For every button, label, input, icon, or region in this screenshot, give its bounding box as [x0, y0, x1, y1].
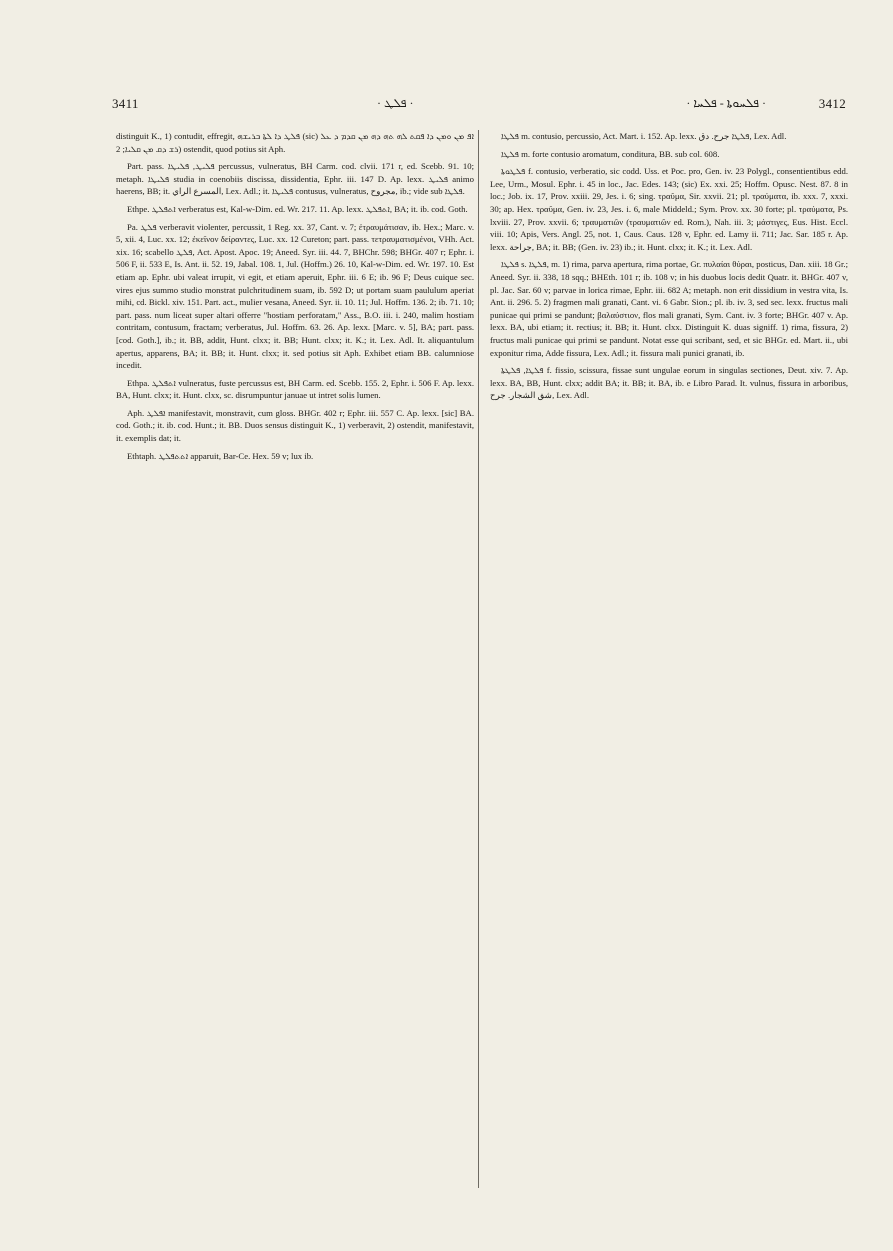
column-divider: [478, 130, 479, 1188]
entry-paragraph: Part. pass. ܦܠܝܛ, ܦܠܝܛܐ percussus, vulneratus, BH Carm. cod. clvii. 171 r, ed. Scebb. 91. 10; metaph. ܦܠܝܛܐ studia in coenobiis discissa, dissidentia, Ephr. iii. 147 D. Ap. lexx. ܦܠܝܛ animo haerens, BB; it. المسرع الراي, Lex. Adl.; it. ܦܠܝܛܐ contusus, vulneratus, مجروح, ib.; vide sub ܦܠܛܐ.: [116, 161, 474, 197]
entry-paragraph: ܦܠܛܐ, ܦܠܛܬܐ f. fissio, scissura, fissae sunt ungulae eorum in singulas sectiones, Deut. xiv. 7. Ap. lexx. BA, BB, Hunt. clxx; addit BA; it. BB; it. BA, ib. e Libro Parad. It. vulnus, fissura in arboribus, شق الشجار. جرح, Lex. Adl.: [490, 365, 848, 401]
entry-paragraph: Pa. ܦܠܛ verberavit violenter, percussit, 1 Reg. xx. 37, Cant. v. 7; ἐτραυμάτισαν, ib. Hex.; Marc. v. 5, xii. 4, Luc. xx. 12; ἐκεῖνον δείραντες, Luc. xx. 12 Cureton; part. pass. τετραυματισμένοι, VHh. Act. xix. 16; scabello ܦܠܛ, Act. Apost. Apoc. 19; Aneed. Syr. iii. 44. 7, BHChr. 598; BHGr. 407 r; Ephr. i. 506 F, ii. 533 E, Is. Ant. ii. 52. 19, Jabal. 108. 1, Jul. (Hoffm.) 26. 10, Kal-w-Dim. ed. Wr. 197. 10. Est etiam ap. Ephr. ubi valeat irrupit, vi egit, et etiam aperuit, Ephr. iii. 6 E; ib. 96 F; Deus cuique sec. vires ejus summo studio monstrat pulchritudinem suam, ib. 592 D; ut portam suam paululum aperiat mihi, cd. Bickl. xiv. 151. Part. act., mulier vesana, Aneed. Syr. ii. 10. 11; Jul. Hoffm. 136. 2; ib. 71. 10; part. pass. num liceat super altari offerre "hostiam perforatam," Ass., B.O. iii. i. 240, malim hostiam contritam, contusum, fractam; verberatus, Jul. Hoffm. 63. 26. Ap. lexx. [Marc. v. 5], BA; part. pass. [cod. Goth.], ib.; it. BB, addit, Hunt. clxx; it. BB; Hunt. clxx; it. K.; it. Lex. Adl. It. aliquantulum apertus, apparens, BA; it. BB; it. Hunt. clxx; it. sed potius sit Aph. Exhibet etiam BB. calumniose incedit.: [116, 221, 474, 371]
running-head-left: · ܦܠܛ ·: [377, 96, 414, 110]
left-column: [116, 130, 474, 1190]
entry-paragraph: ܦܠܛܐ m. forte contusio aromatum, conditura, BB. sub col. 608.: [501, 148, 720, 159]
right-column: [490, 130, 848, 1190]
entry-paragraph: Ethtaph. ܐܬܬܦܠܛ apparuit, Bar-Ce. Hex. 59 v; lux ib.: [127, 450, 314, 461]
entry-paragraph: distinguit K., 1) contudit, effregit, ܦܠܛ ܕܐ ܠܬܐ ܒܪܝܫܗ (sic) ܐܦ ܡܢ ܘܡܢ ܕܐ ܦܩܬ ܠܗ ܬܗ ܕܗ ܡܢ ܩܕܡ ܕ ܥܠ ܪܫ ܕܩ ܡܢ ܩܠܝܐ; 2) ostendit, quod potius sit Aph.: [116, 131, 474, 154]
page-number-left: 3411: [112, 96, 139, 111]
entry-paragraph: ܦܠܛܐ m. contusio, percussio, Act. Mart. i. 152. Ap. lexx. ܦܠܛܐ جرح. دق, Lex. Adl.: [501, 131, 787, 141]
entry-paragraph: Aph. ܐܦܠܛ manifestavit, monstravit, cum gloss. BHGr. 402 r; Ephr. iii. 557 C. Ap. lexx. [sic] BA. cod. Goth.; it. ib. cod. Hunt.; it. BB. Duos sensus distinguit K., 1) verberavit, 2) ostendit, manifestavit, it. exemplis dat; it.: [116, 407, 474, 444]
entry-paragraph: ܦܠܛܐ s. ܦܠܛܐ, m. 1) rima, parva apertura, rima portae, Gr. πυλαίαι θύραι, posticus, Dan. xiii. 18 Gr.; Aneed. Syr. ii. 338, 18 sqq.; BHEth. 101 r; ib. 108 v; in his duobus locis dedit Quatr. it. BHGr. 407 v, pl. Jac. Sar. 60 v; parvae in lorica rimae, Ephr. iii. 682 A; metaph. non erit dissidium in vestra vita, Is. Ant. ii. 296. 5. 2) fragmen mali granati, Cant. vi. 6 Gabr. Sion.; pl. ib. iv. 3, sed sec. lexx. fructus mali punicae qui primi se pandunt; βαλαύστιον, flos mali granati, Sym. Cant. iv. 3 forte; BHGr. 407 v. Ap. lexx. BA, ubi etiam; it. rectius; it. BB; it. Hunt. clxx. Distinguit K. duas signiff. 1) rima, fissura, 2) fructus mali punicae qui primi se pandunt. Notat esse qui scribant, sed, et sic BHGr. ed. Mart. ii., ubi exponitur rima, Adde fissura, Lex. Adl.; it. fissura mali punici granati, ib.: [490, 259, 848, 358]
entry-paragraph: Ethpa. ܐܬܦܠܛ vulneratus, fuste percussus est, BH Carm. ed. Scebb. 155. 2, Ephr. i. 506 F. Ap. lexx. BA, Hunt. clxx; it. Hunt. clxx, sc. disrumpuntur januae ut intret solis lumen.: [116, 377, 474, 401]
entry-paragraph: Ethpe. ܐܬܦܠܛ verberatus est, Kal-w-Dim. ed. Wr. 217. 11. Ap. lexx. ܐܬܦܠܛ, BA; it. ib. cod. Goth.: [127, 203, 468, 214]
entry-paragraph: ܦܠܛܘܬܐ f. contusio, verberatio, sic codd. Uss. et Poc. pro, Gen. iv. 23 Polygl., consentientibus edd. Lee, Urm., Mosul. Ephr. i. 45 in loc., Jac. Edes. 143; (sic) Ex. xxi. 25; Hoffm. Opusc. Nest. 87. 8 in loc.; Job. ix. 17, Prov. xxiii. 29, Jes. i. 6; sing. τραῦμα, Sir. xxvii. 21; pl. τραύματα, ib. xxx. 7, xxxi. 30; ap. Hex. τραῦμα, Gen. iv. 23, Jes. i. 6, male Middeld.; Sym. Prov. xx. 30 forte; pl. τραύματα, Ps. lxviii. 27, Prov. xxvii. 6; τραυματιῶν (τραυματιῶν ed. Rom.), Nah. iii. 3; μάστιγες, Eus. Hist. Eccl. viii. 10; Apis, Vers. Angl. 25, not. 1, Caus. Caus. 128 v, Ephr. ed. Lamy ii. 711; Jac. Sar. 185 r. Ap. lexx. جراحة, BA; it. BB; (Gen. iv. 23) ib.; it. Hunt. clxx; it. K.; it. Lex. Adl.: [490, 166, 848, 252]
page-number-right: 3412: [818, 96, 846, 111]
page-header: [112, 96, 846, 118]
running-head-right: · ܦܠܚܘܬܐ - ܦܠܚܐ ·: [686, 96, 766, 110]
